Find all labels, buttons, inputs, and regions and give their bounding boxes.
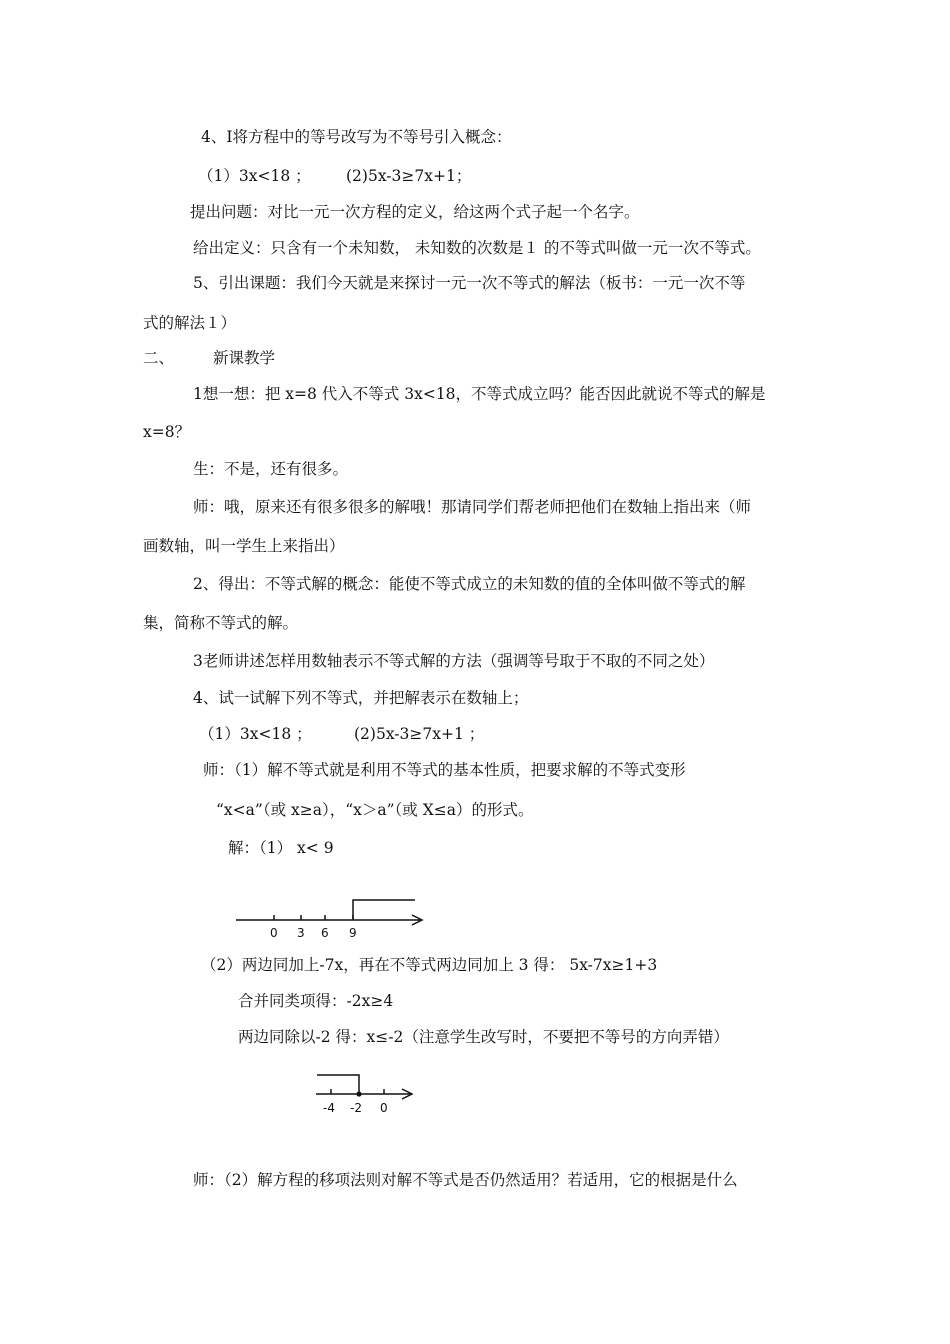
line-topic: 5、引出课题：我们今天就是来探讨一元一次不等式的解法（板书：一元一次不等 (193, 274, 746, 292)
line-student: 生：不是，还有很多。 (193, 460, 349, 478)
line-teacher-cont: 画数轴，叫一学生上来指出） (143, 537, 345, 555)
line-forms: “x<a”（或 x≥a），“x＞a”（或 X≤a）的形式。 (216, 801, 534, 819)
line-question: 提出问题：对比一元一次方程的定义，给这两个式子起一个名字。 (190, 203, 640, 221)
tick-label: -4 (323, 1101, 335, 1115)
line-question-2: 师：（2）解方程的移项法则对解不等式是否仍然适用？若适用，它的根据是什么 (193, 1171, 738, 1189)
tick-label: -2 (350, 1101, 362, 1115)
tick-label: 0 (380, 1101, 388, 1115)
section-title: 新课教学 (213, 349, 276, 367)
solution-bracket (353, 900, 415, 920)
solution-2-step-2: 合并同类项得：-2x≥4 (238, 992, 394, 1010)
tick-label: 6 (321, 926, 329, 940)
tick-label: 9 (349, 926, 357, 940)
solution-2-step-1: （2）两边同加上-7x，再在不等式两边同加上 3 得： 5x-7x≥1+3 (201, 956, 658, 974)
solution-bracket (317, 1075, 359, 1094)
line-concept: 2、得出：不等式解的概念：能使不等式成立的未知数的值的全体叫做不等式的解 (193, 575, 746, 593)
number-line-2 (314, 1070, 424, 1118)
line-teacher: 师：哦，原来还有很多很多的解哦！那请同学们帮老师把他们在数轴上指出来（师 (193, 498, 752, 516)
solution-1: 解：（1） x< 9 (228, 839, 334, 857)
section-number: 二、 (143, 349, 175, 367)
inequality-1: （1）3x<18 ； (198, 167, 311, 185)
inequality-2: (2)5x-3≥7x+1； (346, 167, 472, 185)
tick-label: 3 (297, 926, 305, 940)
line-explain: 师：（1）解不等式就是利用不等式的基本性质，把要求解的不等式变形 (203, 761, 686, 779)
line-1: 4、Ⅰ将方程中的等号改写为不等号引入概念： (201, 128, 512, 146)
line-try: 4、试一试解下列不等式，并把解表示在数轴上； (193, 689, 529, 707)
line-definition: 给出定义：只含有一个未知数， 未知数的次数是１ 的不等式叫做一元一次不等式。 (193, 239, 761, 257)
line-think: 1想一想：把 x=8 代入不等式 3x<18，不等式成立吗？能否因此就说不等式的解是 (193, 385, 766, 403)
exercise-1: （1）3x<18 ； (199, 725, 312, 743)
tick-label: 0 (270, 926, 278, 940)
number-line-1 (234, 892, 434, 942)
line-topic-cont: 式的解法１） (143, 314, 237, 332)
line-think-cont: x=8？ (143, 423, 191, 441)
solution-2-step-3: 两边同除以-2 得：x≤-2（注意学生改写时，不要把不等号的方向弄错） (238, 1028, 729, 1046)
line-concept-cont: 集，简称不等式的解。 (143, 614, 299, 632)
line-method: 3老师讲述怎样用数轴表示不等式解的方法（强调等号取于不取的不同之处） (193, 652, 715, 670)
exercise-2: (2)5x-3≥7x+1 ； (354, 725, 485, 743)
